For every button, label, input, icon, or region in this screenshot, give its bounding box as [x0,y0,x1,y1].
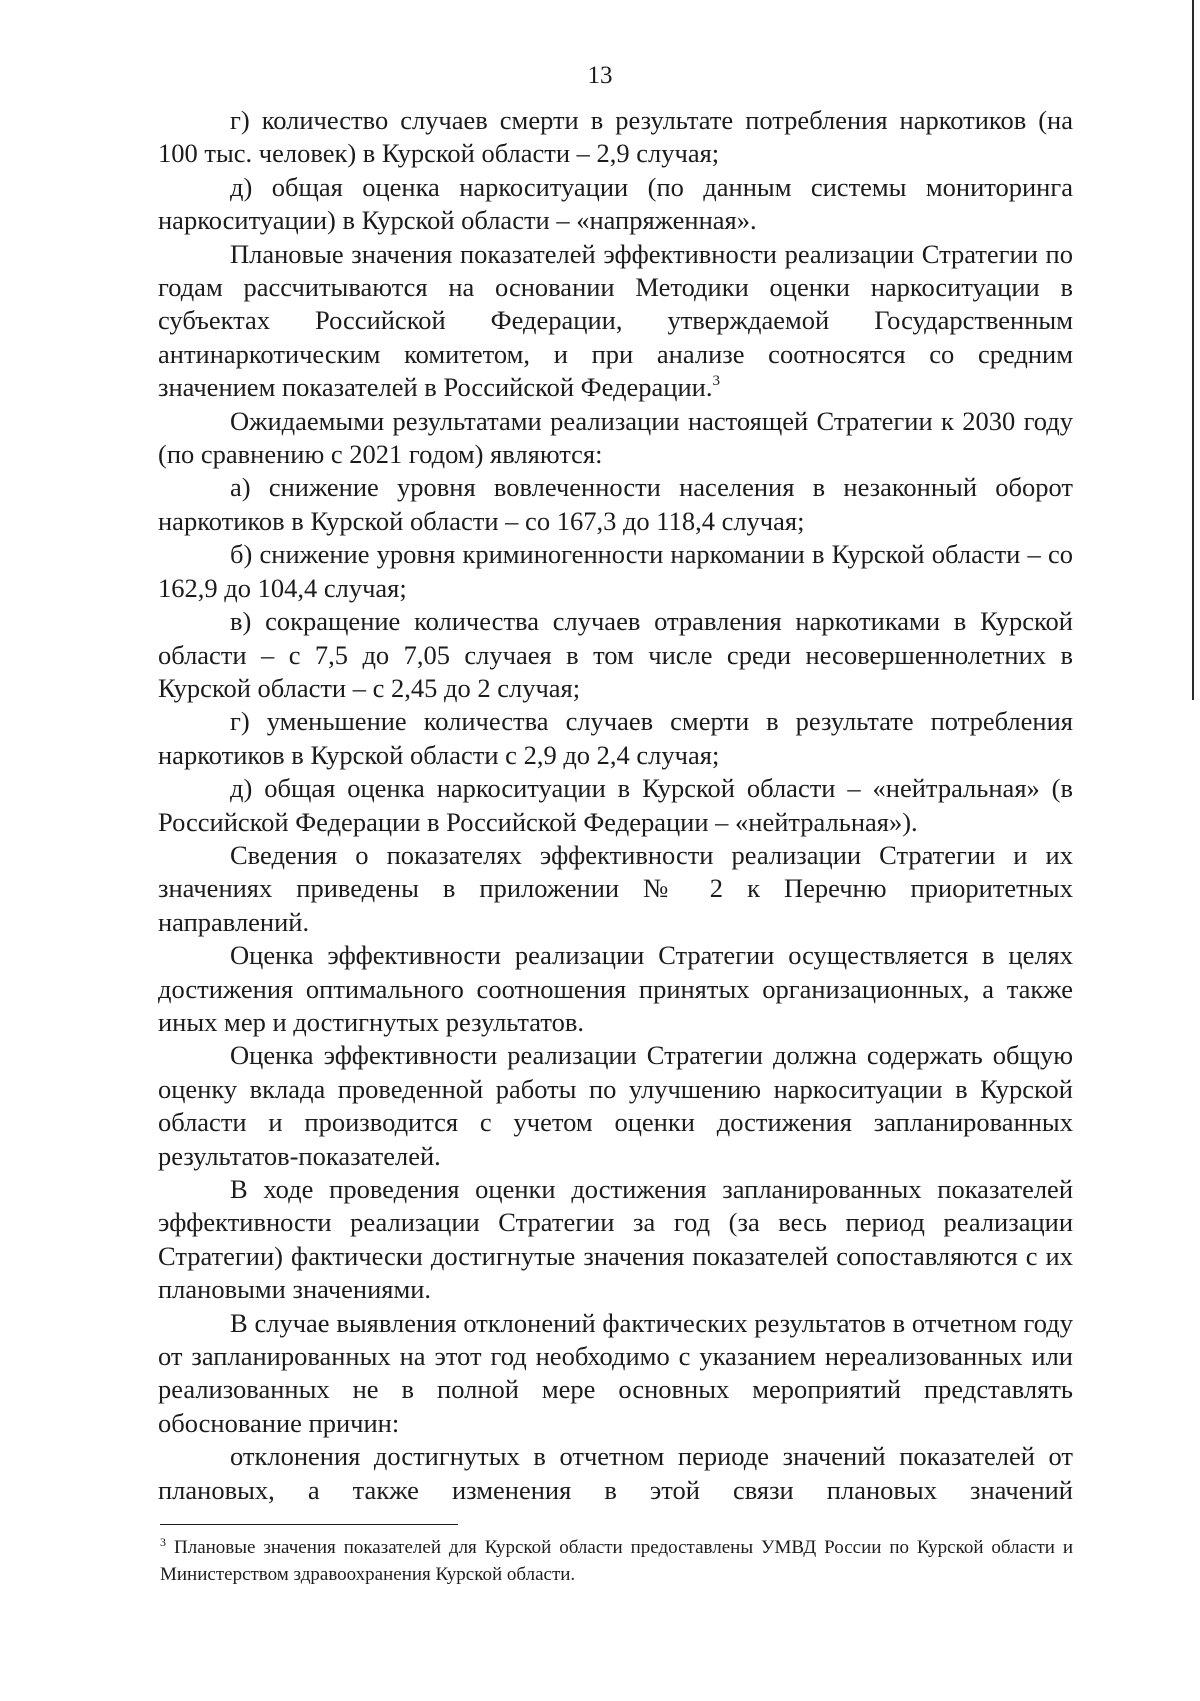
paragraph: Оценка эффективности реализации Стратегии осуществляется в целях достижения оптимального соотношения принятых организационных, а также иных мер и достигнутых результатов. [158,940,1073,1037]
paragraph: а) снижение уровня вовлеченности населения в незаконный оборот наркотиков в Курской области – со 167,3 до 118,4 случая; [158,472,1073,536]
paragraph: Плановые значения показателей эффективности реализации Стратегии по годам рассчитываются на основании Методики оценки наркоситуации в субъектах Российской Федерации, утверждаемой Государственным антинаркотическим комитетом, и при анализе соотносятся со средним значением показателей в Российской Федерации.$^3$ [158,238,1073,403]
document-body [158,104,1073,1507]
paragraph: д) общая оценка наркоситуации (по данным системы мониторинга наркоситуации) в Курской области – «напряженная». [158,171,1073,236]
page-number: 13 [587,62,613,89]
paragraph: Ожидаемыми результатами реализации настоящей Стратегии к 2030 году (по сравнению с 2021 годом) являются: [158,405,1073,470]
footnote-marker: 3 [160,1535,166,1549]
footnote-text: Плановые значения показателей для Курской области предоставлены УМВД России по Курской области и Министерством здравоохранения Курской области. [160,1537,1073,1585]
footnote-separator [160,1524,458,1525]
paragraph: Сведения о показателях эффективности реализации Стратегии и их значениях приведены в приложении № 2 к Перечню приоритетных направлений. [158,839,1073,937]
paragraph: г) количество случаев смерти в результате потребления наркотиков (на 100 тыс. человек) в Курской области – 2,9 случая; [158,105,1073,169]
paragraph: В ходе проведения оценки достижения запланированных показателей эффективности реализации Стратегии за год (за весь период реализации Стратегии) фактически достигнутые значения показателей сопоставляются с их плановыми значениями. [158,1174,1073,1305]
paragraph: В случае выявления отклонений фактических результатов в отчетном году от запланированных на этот год необходимо с указанием нереализованных или реализованных не в полной мере основных мероприятий представлять обоснование причин: [158,1307,1073,1438]
paragraph: б) снижение уровня криминогенности наркомании в Курской области – со 162,9 до 104,4 случая; [158,539,1073,603]
paragraph: д) общая оценка наркоситуации в Курской области – «нейтральная» (в Российской Федерации в Российской Федерации – «нейтральная»). [158,773,1073,837]
paragraph: в) сокращение количества случаев отравления наркотиками в Курской области – с 7,5 до 7,05 случаея в том числе среди несовершеннолетних в Курской области – с 2,45 до 2 случая; [158,606,1073,703]
footnote [160,1534,1073,1588]
paragraph: г) уменьшение количества случаев смерти в результате потребления наркотиков в Курской области с 2,9 до 2,4 случая; [158,706,1073,770]
scan-edge-line [1192,0,1194,700]
paragraph: отклонения достигнутых в отчетном периоде значений показателей от плановых, а также изменения в этой связи плановых значений [158,1441,1073,1505]
footnote-reference: 3 [712,373,720,390]
paragraph: Оценка эффективности реализации Стратегии должна содержать общую оценку вклада проведенной работы по улучшению наркоситуации в Курской области и производится с учетом оценки достижения запланированных результатов-показателей. [158,1040,1073,1171]
